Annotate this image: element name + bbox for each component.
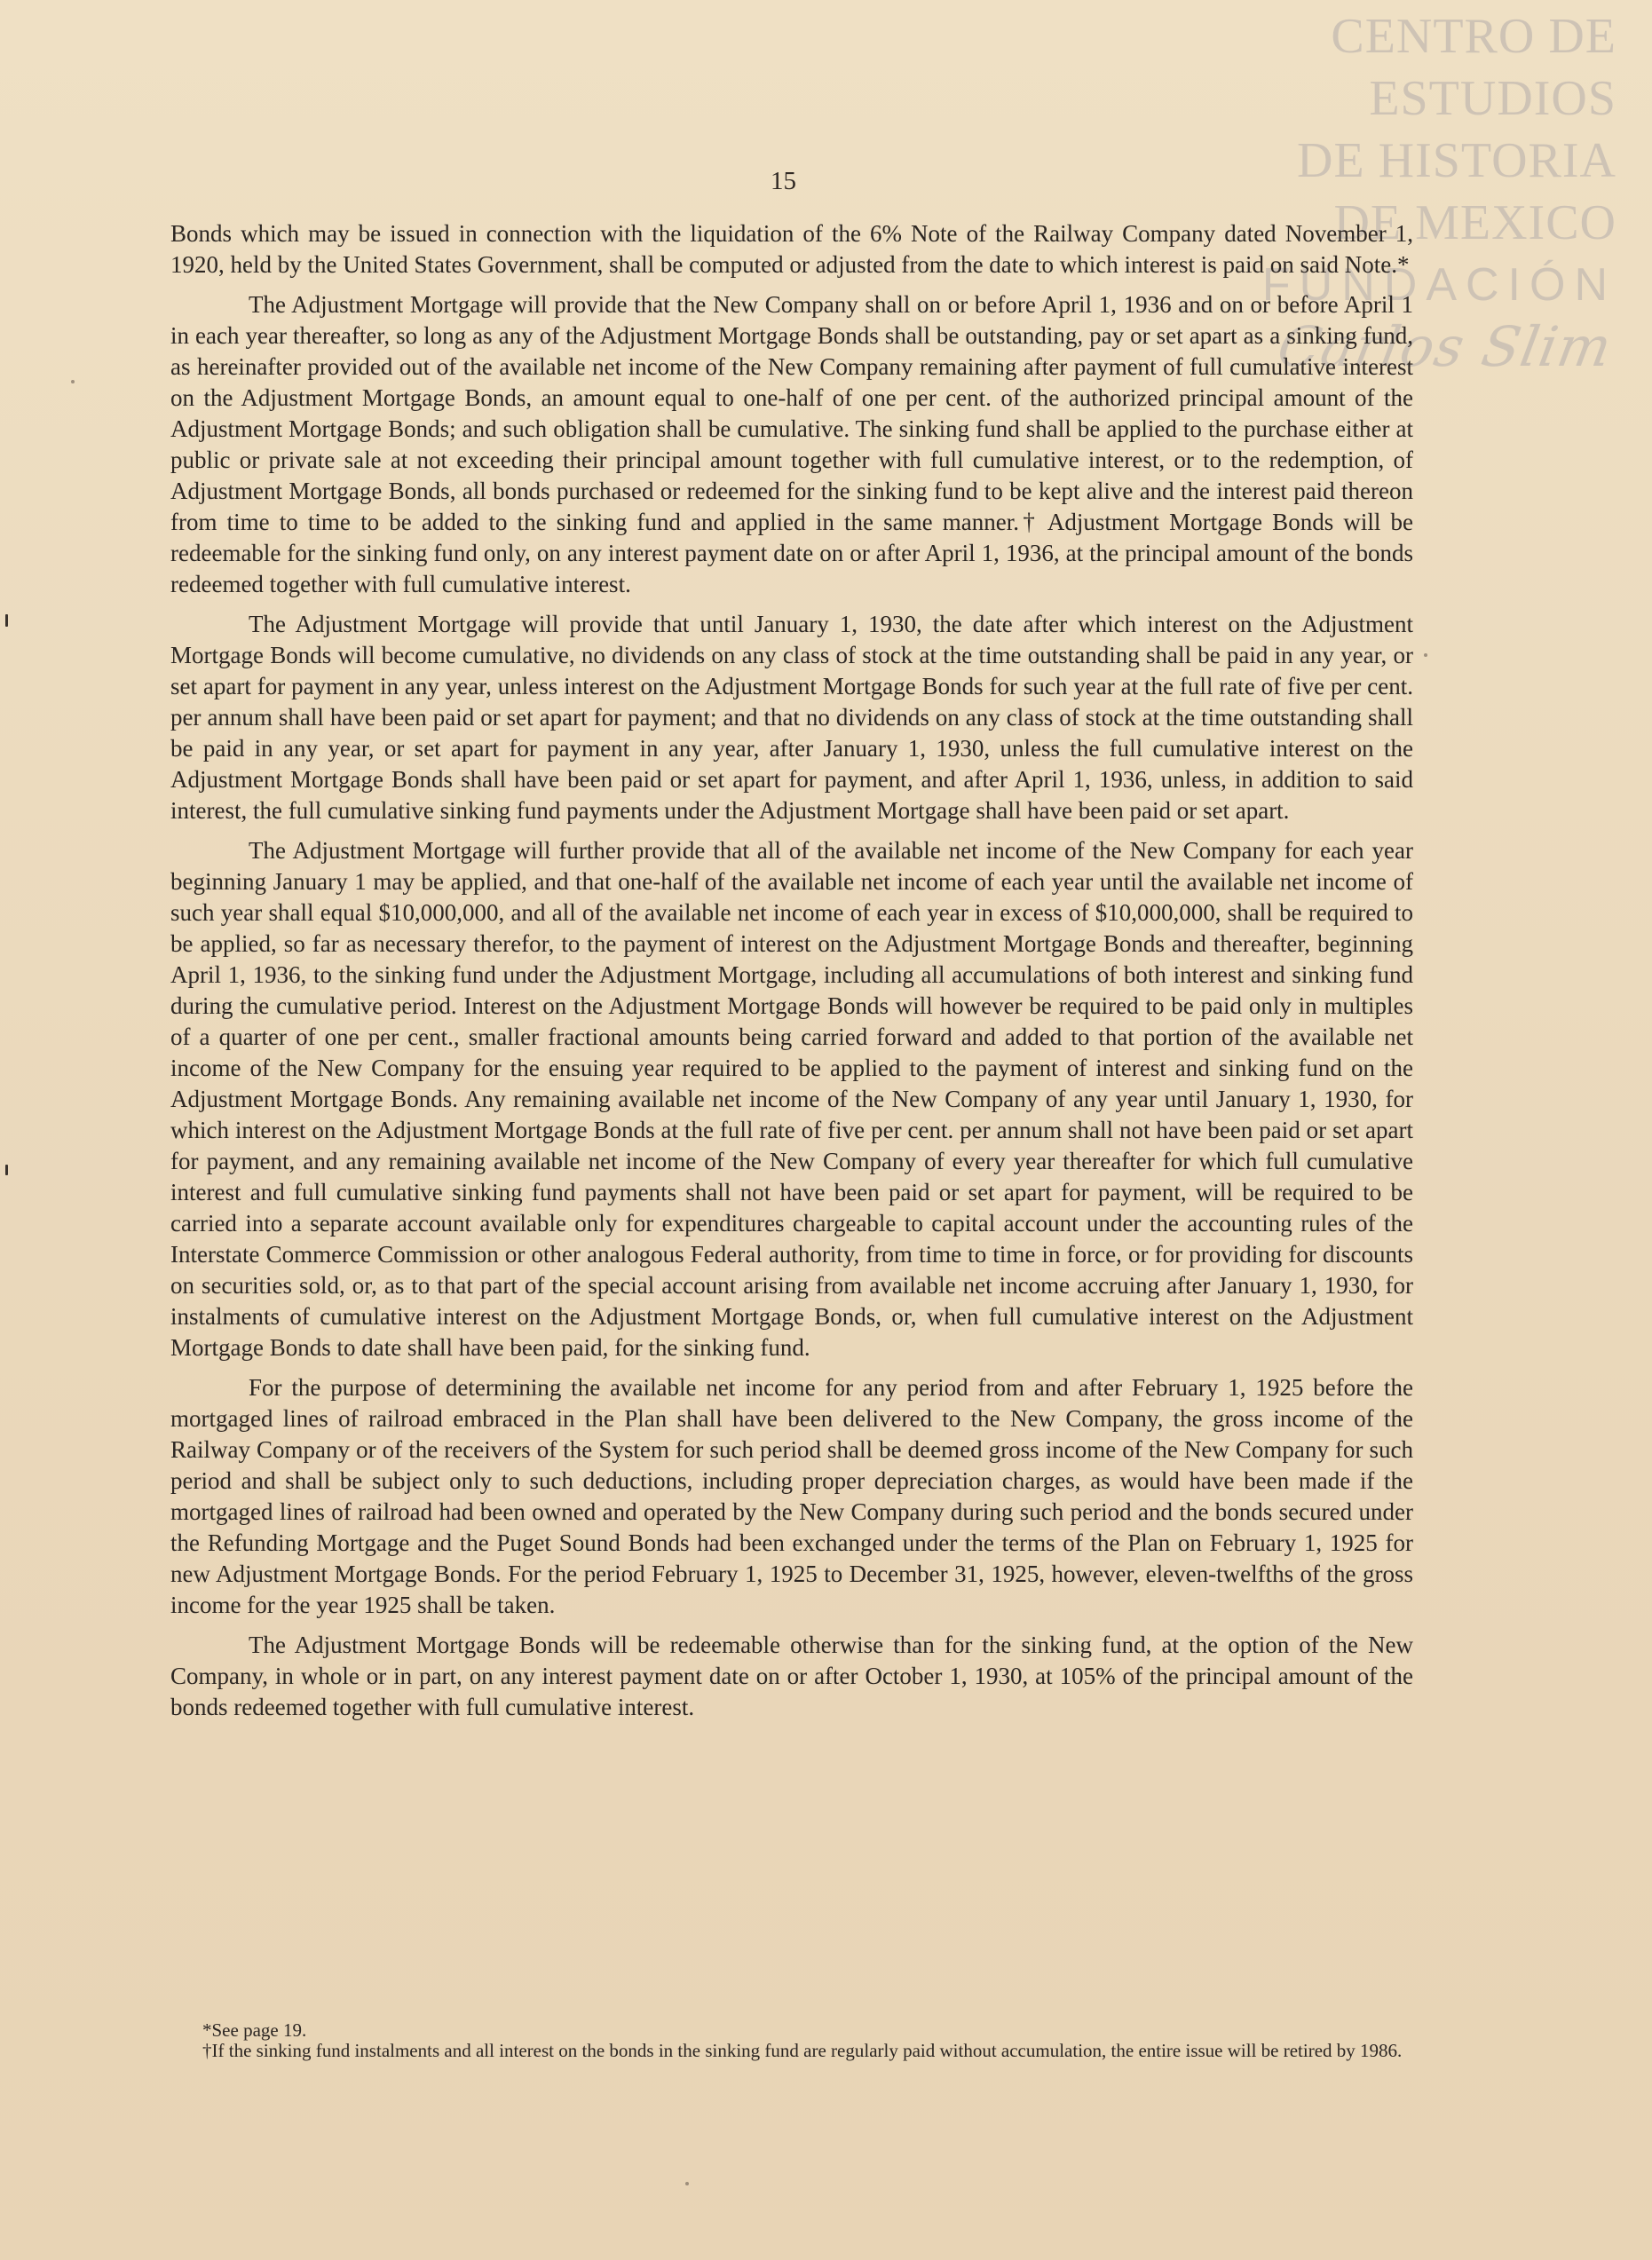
paper-speck: [685, 2182, 689, 2185]
left-edge-mark: [5, 1165, 8, 1175]
footnote-asterisk: *See page 19.: [202, 2019, 307, 2041]
paragraph-sinking-fund: The Adjustment Mortgage will provide that the New Company shall on or before April 1, 1936 and on or before April 1 in each year thereafter, so long as any of the Adjustment Mortgage Bonds shall be outstanding, pay or set apart as a sinking fund, as hereinafter provided out of the available net income of the New Company remaining after payment of full cumulative interest on the Adjustment Mortgage Bonds, an amount equal to one-half of one per cent. of the authorized principal amount of the Adjustment Mortgage Bonds; and such obligation shall be cumulative. The sinking fund shall be applied to the purchase either at public or private sale at not exceeding their principal amount together with full cumulative interest, or to the redemption, of Adjustment Mortgage Bonds, all bonds purchased or redeemed for the sinking fund to be kept alive and the interest paid thereon from time to time to be added to the sinking fund and applied in the same manner.† Adjustment Mortgage Bonds will be redeemable for the sinking fund only, on any interest payment date on or after April 1, 1936, at the principal amount of the bonds redeemed together with full cumulative interest.: [170, 291, 1413, 597]
watermark-line-4: DE MEXICO: [1333, 195, 1616, 250]
watermark-line-1: CENTRO DE: [1331, 9, 1616, 64]
footnote-dagger: †If the sinking fund instalments and all interest on the bonds in the sinking fund are regularly paid without accumulation, the entire issue will be retired by 1986.: [202, 2040, 1403, 2061]
watermark-line-2: ESTUDIOS: [1369, 71, 1616, 126]
paper-speck: [71, 380, 75, 383]
paragraph-income-determination: For the purpose of determining the available net income for any period from and after February 1, 1925 before the mortgaged lines of railroad embraced in the Plan shall have been delivered to the New Company, the gross income of the Railway Company or of the receivers of the System for such period shall be deemed gross income of the New Company for such period and shall be subject only to such deductions, including proper depreciation charges, as would have been made if the mortgaged lines of railroad had been owned and operated by the New Company during such period and the bonds secured under the Refunding Mortgage and the Puget Sound Bonds had been exchanged under the terms of the Plan on February 1, 1925 for new Adjustment Mortgage Bonds. For the period February 1, 1925 to December 31, 1925, however, eleven-twelfths of the gross income for the year 1925 shall be taken.: [170, 1374, 1413, 1618]
page-number: 15: [771, 167, 796, 195]
footnotes: [170, 2020, 1413, 2061]
body-text: [170, 218, 1413, 1732]
watermark-line-5: FUNDACIÓN: [1261, 259, 1616, 311]
paragraph-continuation: Bonds which may be issued in connection with the liquidation of the 6% Note of the Railway Company dated November 1, 1920, held by the United States Government, shall be computed or adjusted from the date to which interest is paid on said Note.*: [170, 220, 1413, 278]
watermark-signature: Carlos Slim: [1272, 314, 1617, 379]
paper-speck: [1424, 653, 1427, 657]
paragraph-dividends: The Adjustment Mortgage will provide that until January 1, 1930, the date after which interest on the Adjustment Mortgage Bonds will become cumulative, no dividends on any class of stock at the time outstanding shall be paid in any year, or set apart for payment in any year, unless interest on the Adjustment Mortgage Bonds for such year at the full rate of five per cent. per annum shall have been paid or set apart for payment; and that no dividends on any class of stock at the time outstanding shall be paid in any year, or set apart for payment in any year, after January 1, 1930, unless the full cumulative interest on the Adjustment Mortgage Bonds shall have been paid or set apart for payment, and after April 1, 1936, unless, in addition to said interest, the full cumulative sinking fund payments under the Adjustment Mortgage shall have been paid or set apart.: [170, 611, 1413, 824]
left-edge-mark: [5, 614, 8, 627]
paragraph-redemption: The Adjustment Mortgage Bonds will be redeemable otherwise than for the sinking fund, at the option of the New Company, in whole or in part, on any interest payment date on or after October 1, 1930, at 105% of the principal amount of the bonds redeemed together with full cumulative interest.: [170, 1632, 1413, 1720]
watermark-line-3: DE HISTORIA: [1297, 133, 1616, 188]
paragraph-net-income: The Adjustment Mortgage will further provide that all of the available net income of the New Company for each year beginning January 1 may be applied, and that one-half of the available net income of each year until the available net income of such year shall equal $10,000,000, and all of the available net income of each year in excess of $10,000,000, shall be required to be applied, so far as necessary therefor, to the payment of interest on the Adjustment Mortgage Bonds and thereafter, beginning April 1, 1936, to the sinking fund under the Adjustment Mortgage, including all accumulations of both interest and sinking fund during the cumulative period. Interest on the Adjustment Mortgage Bonds will however be required to be paid only in multiples of a quarter of one per cent., smaller fractional amounts being carried forward and added to that portion of the available net income of the New Company for the ensuing year required to be applied to the payment of interest and sinking fund on the Adjustment Mortgage Bonds. Any remaining available net income of the New Company of any year until January 1, 1930, for which interest on the Adjustment Mortgage Bonds at the full rate of five per cent. per annum shall not have been paid or set apart for payment, and any remaining available net income of the New Company of every year thereafter for which full cumulative interest and full cumulative sinking fund payments shall not have been paid or set apart for payment, will be required to be carried into a separate account available only for expenditures chargeable to capital account under the accounting rules of the Interstate Commerce Commission or other analogous Federal authority, from time to time in force, or for providing for discounts on securities sold, or, as to that part of the special account arising from available net income accruing after January 1, 1930, for instalments of cumulative interest on the Adjustment Mortgage Bonds, or, when full cumulative interest on the Adjustment Mortgage Bonds to date shall have been paid, for the sinking fund.: [170, 837, 1413, 1361]
